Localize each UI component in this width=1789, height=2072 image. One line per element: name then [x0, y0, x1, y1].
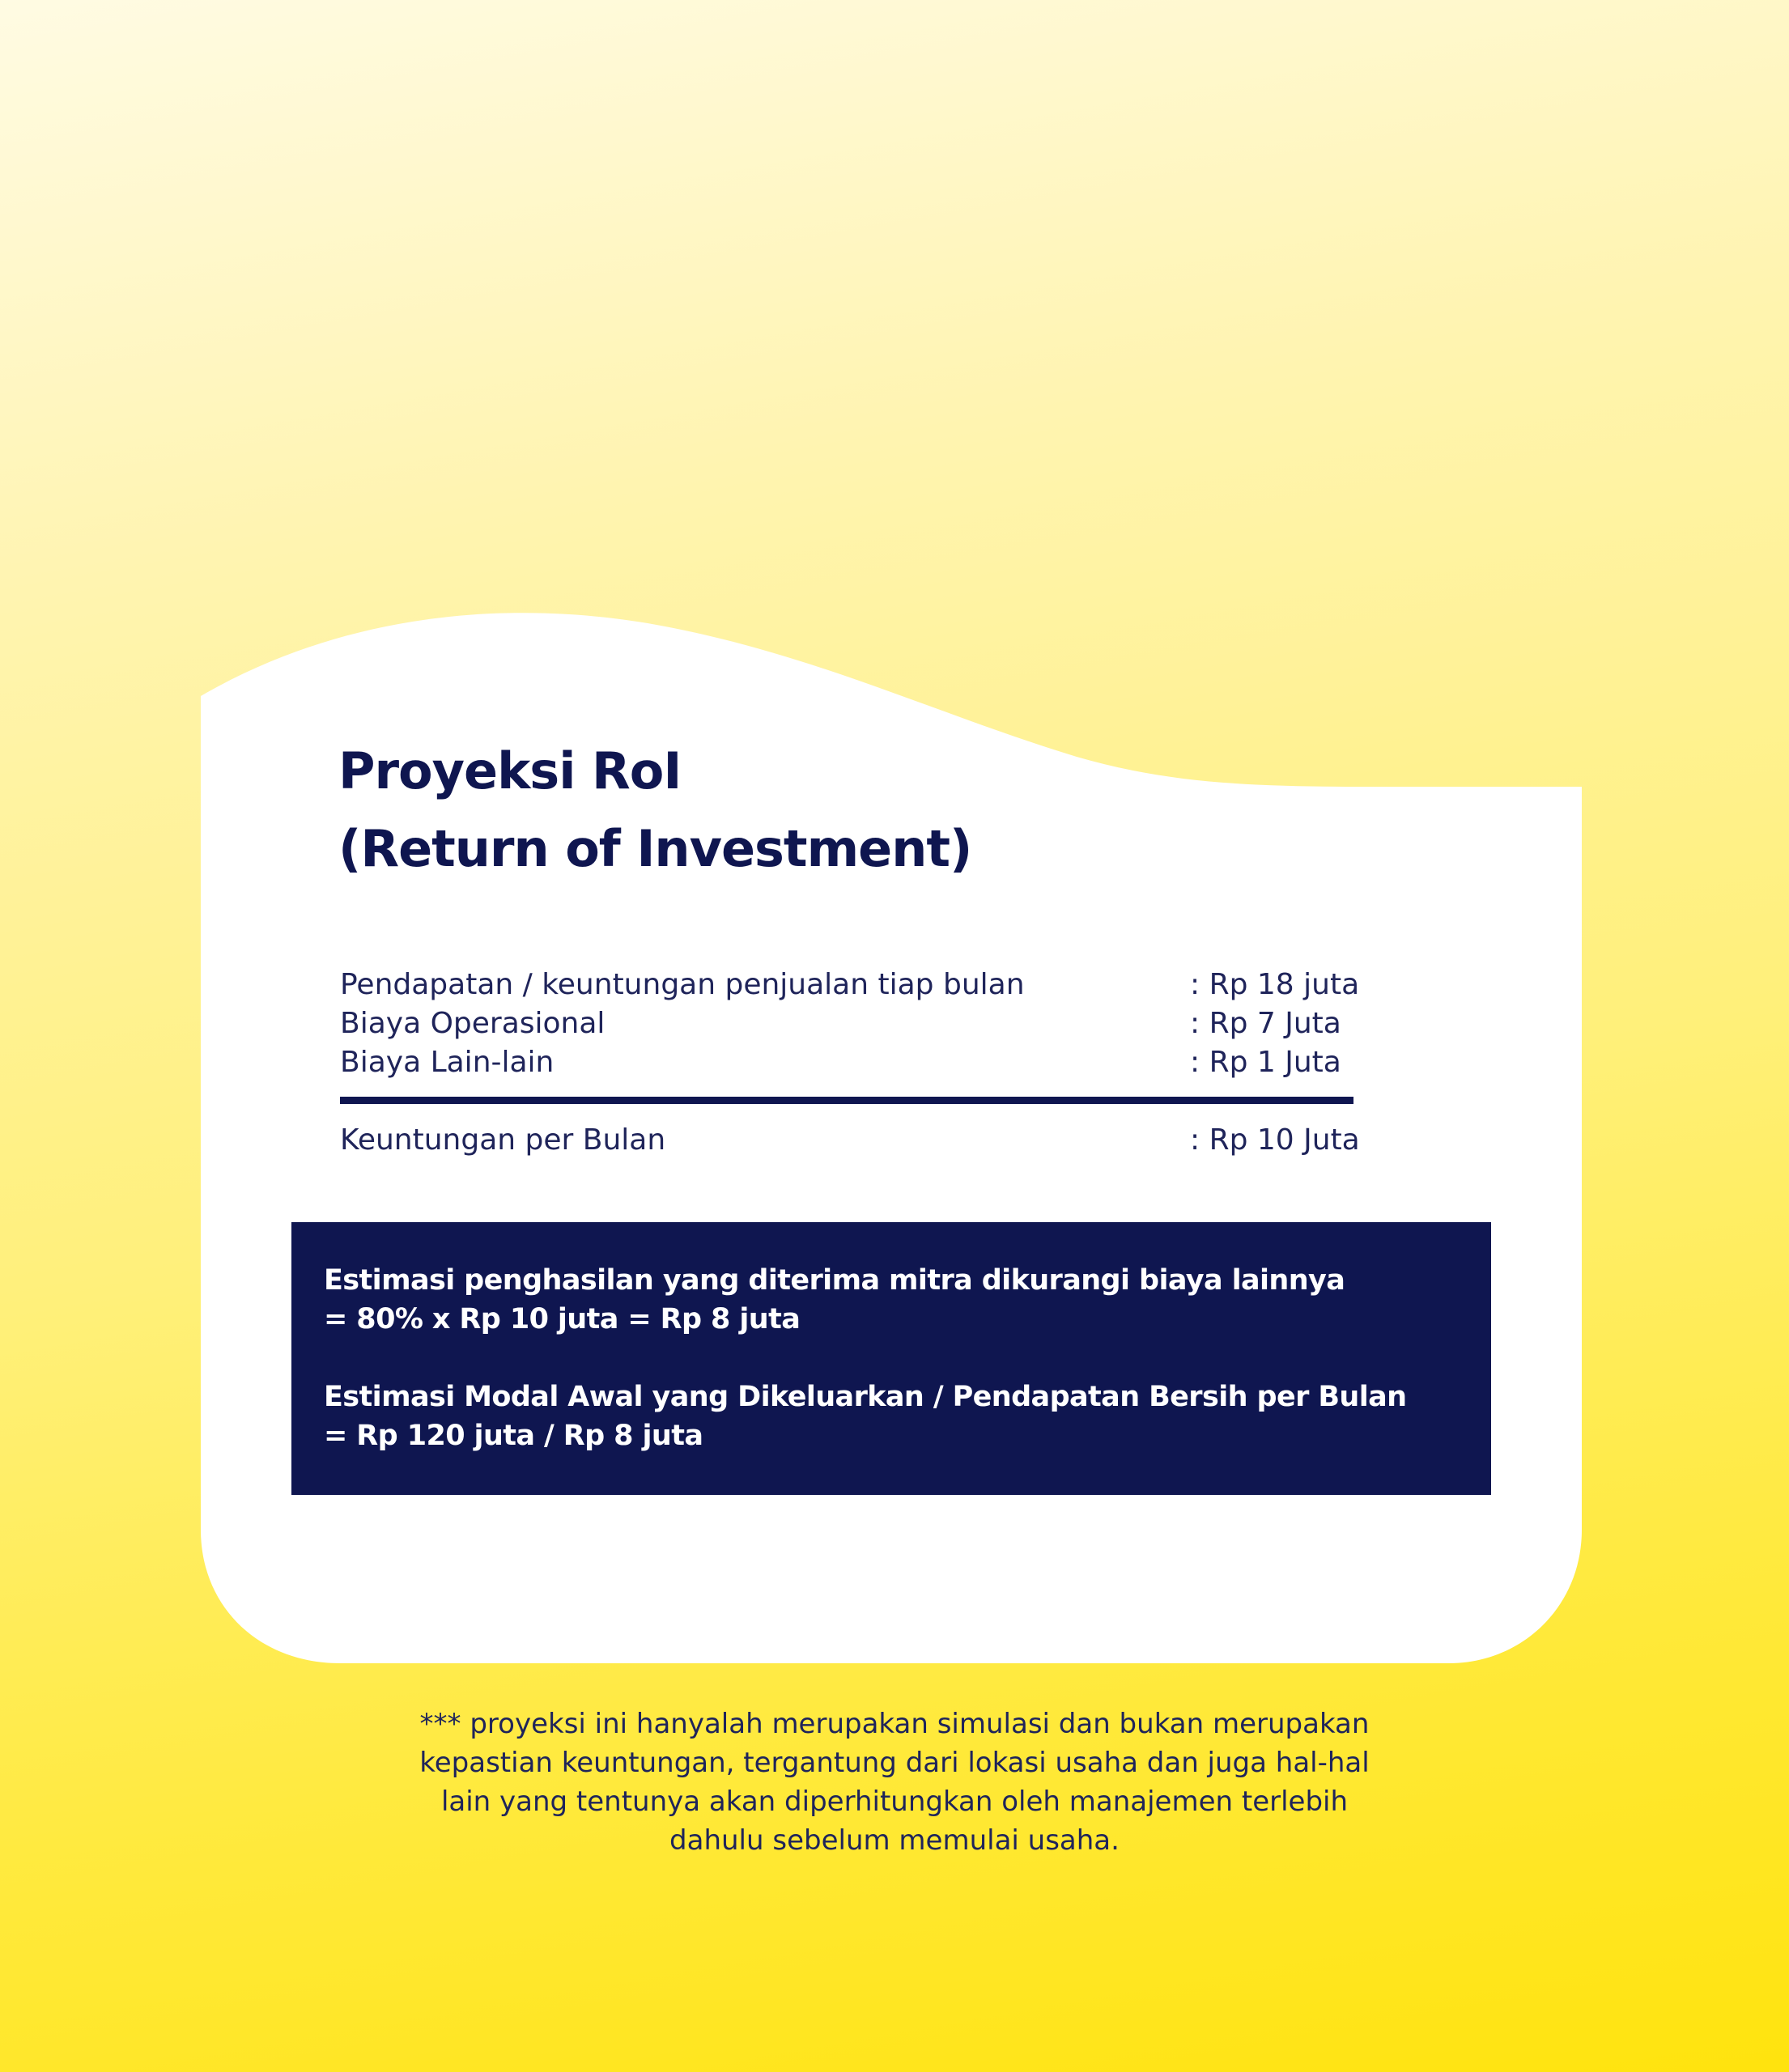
- row-other-cost-label: Biaya Lain-lain: [340, 1046, 555, 1079]
- row-monthly-profit-value: : Rp 10 Juta: [1190, 1123, 1360, 1157]
- row-operational-cost: [340, 1004, 1341, 1043]
- disclaimer: [308, 1705, 1481, 1860]
- page-title: [338, 732, 971, 888]
- sum-divider: [340, 1097, 1353, 1104]
- estimate-capital-line-2: = Rp 120 juta / Rp 8 juta: [324, 1420, 703, 1452]
- row-monthly-profit-label: Keuntungan per Bulan: [340, 1123, 666, 1157]
- disclaimer-line-3: lain yang tentunya akan diperhitungkan oleh manajemen terlebih: [440, 1785, 1349, 1818]
- row-revenue-value: : Rp 18 juta: [1190, 968, 1360, 1001]
- row-revenue: [340, 966, 1360, 1004]
- disclaimer-line-4: dahulu sebelum memulai usaha.: [669, 1824, 1120, 1857]
- estimate-capital-line-1: Estimasi Modal Awal yang Dikeluarkan / Pendapatan Bersih per Bulan: [324, 1381, 1407, 1413]
- row-other-cost-value: : Rp 1 Juta: [1190, 1046, 1341, 1079]
- row-operational-cost-label: Biaya Operasional: [340, 1007, 606, 1040]
- estimate-income-line-1: Estimasi penghasilan yang diterima mitra dikurangi biaya lainnya: [324, 1264, 1345, 1297]
- disclaimer-line-1: *** proyeksi ini hanyalah merupakan simulasi dan bukan merupakan: [419, 1708, 1370, 1740]
- page-title-line-2: (Return of Investment): [338, 819, 972, 878]
- row-revenue-label: Pendapatan / keuntungan penjualan tiap bulan: [340, 968, 1025, 1001]
- row-monthly-profit: [340, 1121, 1360, 1160]
- page-title-line-1: Proyeksi RoI: [338, 741, 682, 800]
- estimate-spacer: [324, 1339, 1491, 1378]
- disclaimer-line-2: kepastian keuntungan, tergantung dari lokasi usaha dan juga hal-hal: [419, 1747, 1370, 1779]
- row-other-cost: [340, 1043, 1341, 1082]
- estimate-income-line-2: = 80% x Rp 10 juta = Rp 8 juta: [324, 1303, 801, 1335]
- row-operational-cost-value: : Rp 7 Juta: [1190, 1007, 1341, 1040]
- estimate-box: [291, 1222, 1491, 1495]
